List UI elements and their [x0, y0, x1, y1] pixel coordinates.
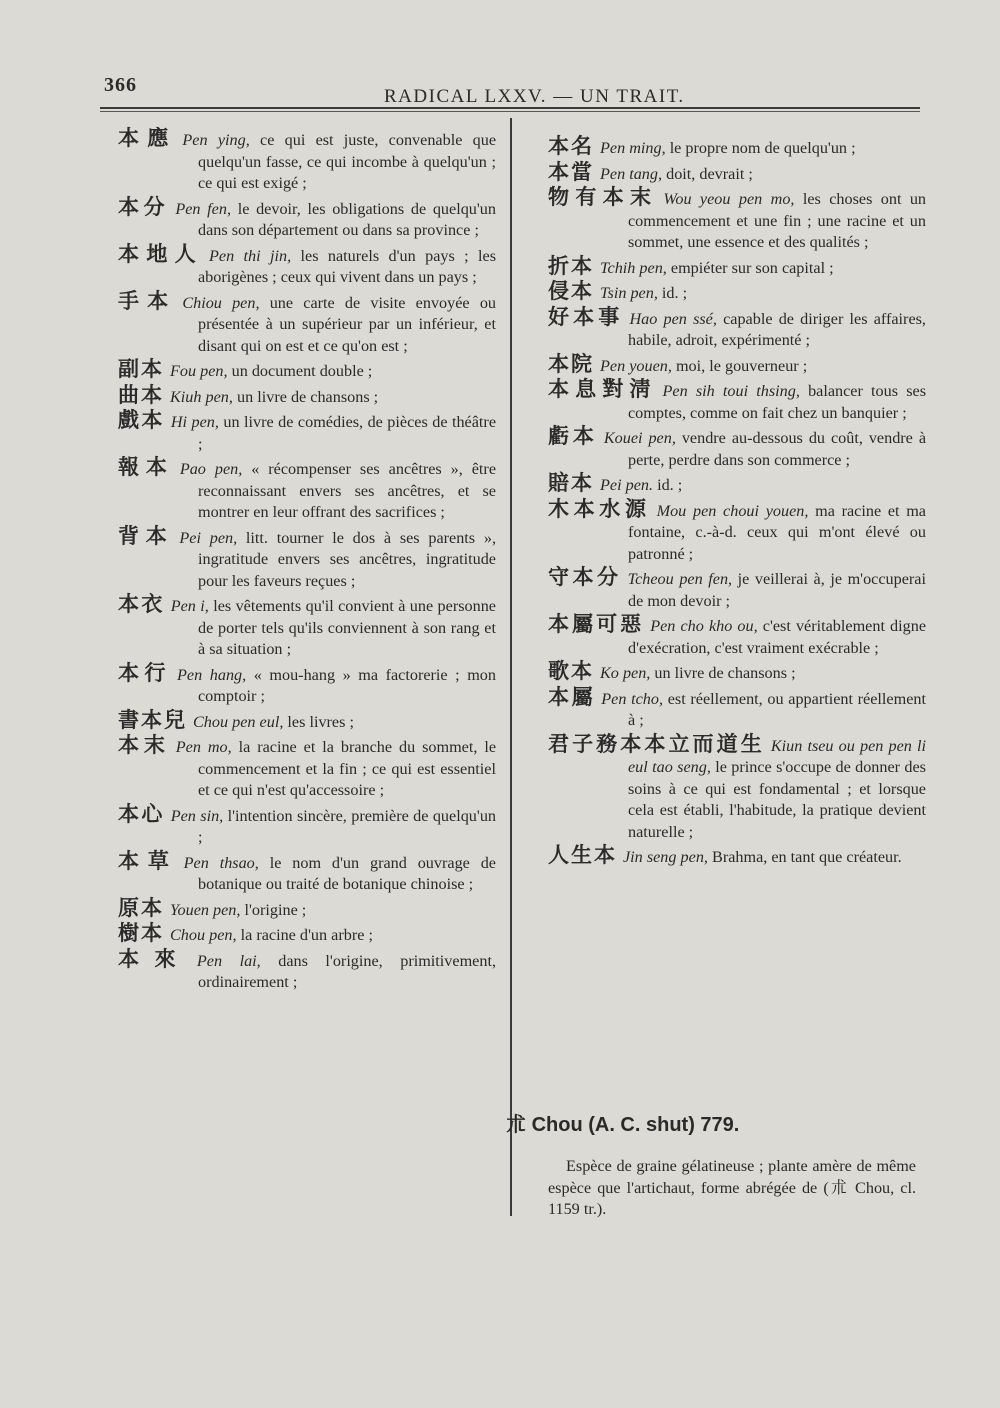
entry-definition: c'est véritablement digne d'exécration, c'est vraiment exécrable ;: [628, 617, 927, 657]
entry-characters: 君子務本本立而道生: [548, 731, 765, 756]
entry-romanization: Hao pen ssé,: [629, 309, 717, 328]
entry-definition: doit, devrait ;: [662, 164, 753, 183]
entry-romanization: Pen ming,: [600, 139, 666, 157]
dictionary-entry: [118, 660, 496, 708]
entry-definition: les naturels d'un pays ; les aborigènes ; ceux qui vivent dans un pays ;: [198, 246, 497, 286]
entry-characters: 物有本末: [548, 185, 658, 209]
entry-characters: 樹本: [118, 921, 164, 945]
entry-romanization: Pen sin,: [170, 806, 224, 825]
entry-characters: 本行: [118, 660, 172, 685]
entry-romanization: Pen youen,: [600, 356, 672, 375]
dictionary-entry: [548, 661, 926, 685]
entry-romanization: Pen i,: [170, 597, 209, 615]
dictionary-entry: [118, 848, 496, 896]
dictionary-entry: [548, 187, 926, 254]
entry-romanization: Pen thsao,: [183, 853, 259, 872]
entry-characters: 本心: [118, 801, 165, 826]
entry-definition: id. ;: [657, 284, 688, 302]
running-title: RADICAL LXXV. — UN TRAIT.: [384, 86, 685, 107]
entry-romanization: Hi pen,: [170, 413, 219, 431]
dictionary-entry: [118, 194, 496, 242]
entry-romanization: Pei pen,: [179, 528, 238, 547]
entry-romanization: Kiuh pen,: [170, 387, 233, 406]
entry-characters: 守本分: [548, 565, 622, 589]
dictionary-entry: [548, 567, 926, 612]
entry-romanization: Tsin pen,: [600, 284, 658, 302]
dictionary-entry: [118, 523, 496, 593]
dictionary-entry: [118, 707, 496, 734]
entry-characters: 戲本: [118, 408, 165, 432]
entry-romanization: Pen ying,: [182, 131, 250, 149]
entry-romanization: Tcheou pen fen,: [627, 570, 733, 588]
dictionary-entry: [548, 496, 926, 566]
dictionary-entry: [118, 735, 496, 802]
entry-romanization: Chou pen,: [170, 926, 237, 944]
entry-definition: un document double ;: [227, 362, 373, 380]
entry-definition: Brahma, en tant que créateur.: [707, 848, 902, 866]
entry-definition: litt. tourner le dos à ses parents », ingratitude envers ses ancêtres, ingratitude pour les faveurs reçues ;: [198, 528, 496, 590]
entry-characters: 手本: [118, 288, 177, 313]
entry-romanization: Fou pen,: [170, 362, 228, 380]
entry-characters: 賠本: [548, 471, 594, 495]
entry-romanization: Pao pen,: [179, 460, 243, 478]
entry-characters: 本衣: [118, 592, 165, 616]
entry-characters: 本應: [118, 126, 177, 150]
entry-characters: 侵本: [548, 279, 594, 303]
entry-romanization: Pen cho kho ou,: [650, 617, 758, 635]
entry-romanization: Youen pen,: [170, 900, 241, 919]
dictionary-entry: [118, 359, 496, 383]
entry-romanization: Chou pen eul,: [193, 712, 284, 731]
entry-romanization: Jin seng pen,: [623, 848, 708, 866]
section-heading-text: Chou (A. C. shut) 779.: [531, 1114, 740, 1136]
entry-characters: 曲本: [118, 382, 164, 407]
entry-romanization: Pen fen,: [175, 199, 231, 218]
dictionary-entry: [118, 382, 496, 409]
entry-definition: les livres ;: [283, 712, 354, 731]
header-rule-thin: [100, 111, 920, 112]
column-divider: [510, 118, 512, 1216]
entry-definition: je veillerai à, je m'occuperai de mon devoir ;: [628, 570, 926, 610]
entry-characters: 好本事: [548, 304, 624, 329]
dictionary-entry: [548, 614, 926, 659]
entry-characters: 本息對淸: [548, 377, 657, 401]
section-definition: Espèce de graine gélatineuse ; plante amère de même espèce que l'artichaut, forme abrégée de (朮 Chou, cl. 1159 tr.).: [548, 1157, 916, 1218]
entry-characters: 本院: [548, 351, 594, 376]
dictionary-entry: [118, 128, 496, 195]
entry-romanization: Ko pen,: [600, 664, 651, 682]
entry-characters: 本屬: [548, 684, 596, 709]
entry-characters: 虧本: [548, 424, 598, 448]
dictionary-entry: [118, 895, 496, 922]
right-column: [548, 136, 926, 871]
entry-characters: 歌本: [548, 659, 594, 683]
dictionary-entry: [118, 457, 496, 524]
entry-characters: 木本水源: [548, 496, 651, 521]
entry-characters: 原本: [118, 895, 164, 920]
entry-definition: le devoir, les obligations de quelqu'un dans son département ou dans sa province ;: [198, 199, 496, 239]
entry-definition: le nom d'un grand ouvrage de botanique ou traité de botanique chinoise ;: [198, 853, 496, 893]
entry-characters: 本當: [548, 159, 594, 184]
dictionary-entry: [548, 351, 926, 378]
entry-characters: 本分: [118, 194, 170, 219]
entry-definition: moi, le gouverneur ;: [671, 356, 808, 375]
entry-romanization: Tchih pen,: [600, 258, 667, 277]
entry-characters: 本來: [118, 946, 191, 971]
dictionary-entry: [548, 253, 926, 280]
entry-definition: un livre de comédies, de pièces de théâtre ;: [198, 413, 497, 453]
entry-romanization: Chiou pen,: [182, 293, 260, 312]
dictionary-entry: [548, 379, 926, 424]
entry-definition: un livre de chansons ;: [232, 387, 379, 406]
entry-romanization: Pen mo,: [175, 738, 232, 756]
entry-romanization: Pen sih toui thsing,: [662, 382, 800, 400]
dictionary-entry: [118, 288, 497, 358]
entry-characters: 書本兒: [118, 707, 187, 732]
entry-characters: 本末: [118, 733, 170, 757]
entry-characters: 報本: [118, 455, 174, 479]
entry-definition: le prince s'occupe de donner des soins à ce qui est fondamental ; et lorsque cela est établi, l'habitude, la pratique devient naturelle ;: [628, 758, 926, 841]
left-column: [118, 128, 496, 996]
entry-characters: 本屬可惡: [548, 612, 645, 636]
dictionary-entry: [118, 946, 496, 994]
entry-definition: les vêtements qu'il convient à une personne de porter tels qu'ils conviennent à son rang et à sa situation ;: [198, 597, 496, 658]
dictionary-entry: [548, 426, 926, 471]
dictionary-entry: [548, 304, 926, 352]
entry-characters: 折本: [548, 253, 594, 278]
entry-definition: empiéter sur son capital ;: [666, 258, 834, 277]
page-number: 366: [104, 74, 137, 96]
entry-definition: est réellement, ou appartient réellement à ;: [628, 689, 926, 729]
entry-romanization: Pen hang,: [177, 665, 247, 684]
dictionary-entry: [118, 410, 496, 455]
entry-definition: vendre au-dessous du coût, vendre à perte, perdre dans son commerce ;: [628, 429, 927, 469]
entry-romanization: Pen tang,: [600, 164, 663, 183]
entry-characters: 本地人: [118, 241, 203, 266]
section-character: 朮: [506, 1112, 526, 1136]
entry-characters: 本名: [548, 134, 594, 158]
entry-definition: l'intention sincère, première de quelqu'un ;: [198, 806, 497, 846]
entry-definition: la racine d'un arbre ;: [236, 926, 373, 944]
entry-romanization: Kiun tseu ou pen pen li eul tao seng,: [628, 736, 927, 776]
entry-romanization: Kouei pen,: [603, 429, 676, 447]
dictionary-entry: [548, 159, 926, 186]
dictionary-entry: [548, 136, 926, 160]
entry-definition: un livre de chansons ;: [650, 664, 796, 682]
dictionary-entry: [548, 845, 926, 869]
entry-characters: 背本: [118, 523, 174, 548]
entry-romanization: Pen lai,: [196, 951, 261, 970]
entry-definition: id. ;: [653, 476, 683, 494]
entry-definition: une carte de visite envoyée ou présentée à un supérieur par un inférieur, et disant qui on est et ce qu'on est ;: [198, 293, 497, 355]
dictionary-entry: [118, 241, 497, 289]
dictionary-entry: [548, 684, 926, 732]
entry-romanization: Pen tcho,: [601, 689, 664, 708]
entry-definition: balancer tous ses comptes, comme on fait chez un banquier ;: [628, 382, 926, 422]
entry-definition: le propre nom de quelqu'un ;: [665, 139, 856, 157]
entry-romanization: Mou pen choui youen,: [656, 501, 809, 520]
entry-definition: l'origine ;: [240, 900, 307, 919]
entry-characters: 本草: [118, 848, 178, 873]
entry-definition: « mou-hang » ma factorerie ; mon comptoir ;: [198, 665, 496, 705]
entry-definition: ma racine et ma fontaine, c.-à-d. ceux qui m'ont élevé ou patronné ;: [628, 501, 926, 563]
entry-definition: capable de diriger les affaires, habile, adroit, expérimenté ;: [628, 309, 926, 349]
entry-romanization: Pei pen.: [600, 476, 654, 494]
entry-definition: la racine et la branche du sommet, le commencement et la fin ; ce qui est essentiel et ce qui n'est qu'accessoire ;: [198, 738, 497, 799]
entry-definition: les choses ont un commencement et une fin ; une racine et un sommet, une essence et des qualités ;: [628, 190, 927, 251]
dictionary-entry: [118, 801, 497, 849]
dictionary-entry: [118, 923, 496, 947]
entry-definition: ce qui est juste, convenable que quelqu'un fasse, ce qui incombe à quelqu'un ; ce qui est exigé ;: [198, 131, 497, 192]
entry-definition: « récompenser ses ancêtres », être reconnaissant envers ses ancêtres, et se montrer en leur offrant des sacrifices ;: [198, 460, 496, 521]
dictionary-entry: [118, 594, 496, 661]
dictionary-entry: [548, 473, 926, 497]
entry-romanization: Wou yeou pen mo,: [663, 190, 795, 208]
entry-characters: 人生本: [548, 843, 617, 867]
entry-characters: 副本: [118, 357, 164, 381]
section-heading: [506, 1108, 926, 1137]
dictionary-entry: [548, 731, 927, 844]
header-rule: [100, 107, 920, 109]
entry-definition: dans l'origine, primitivement, ordinairement ;: [198, 951, 496, 991]
entry-romanization: Pen thi jin,: [209, 246, 292, 265]
dictionary-entry: [548, 281, 926, 305]
